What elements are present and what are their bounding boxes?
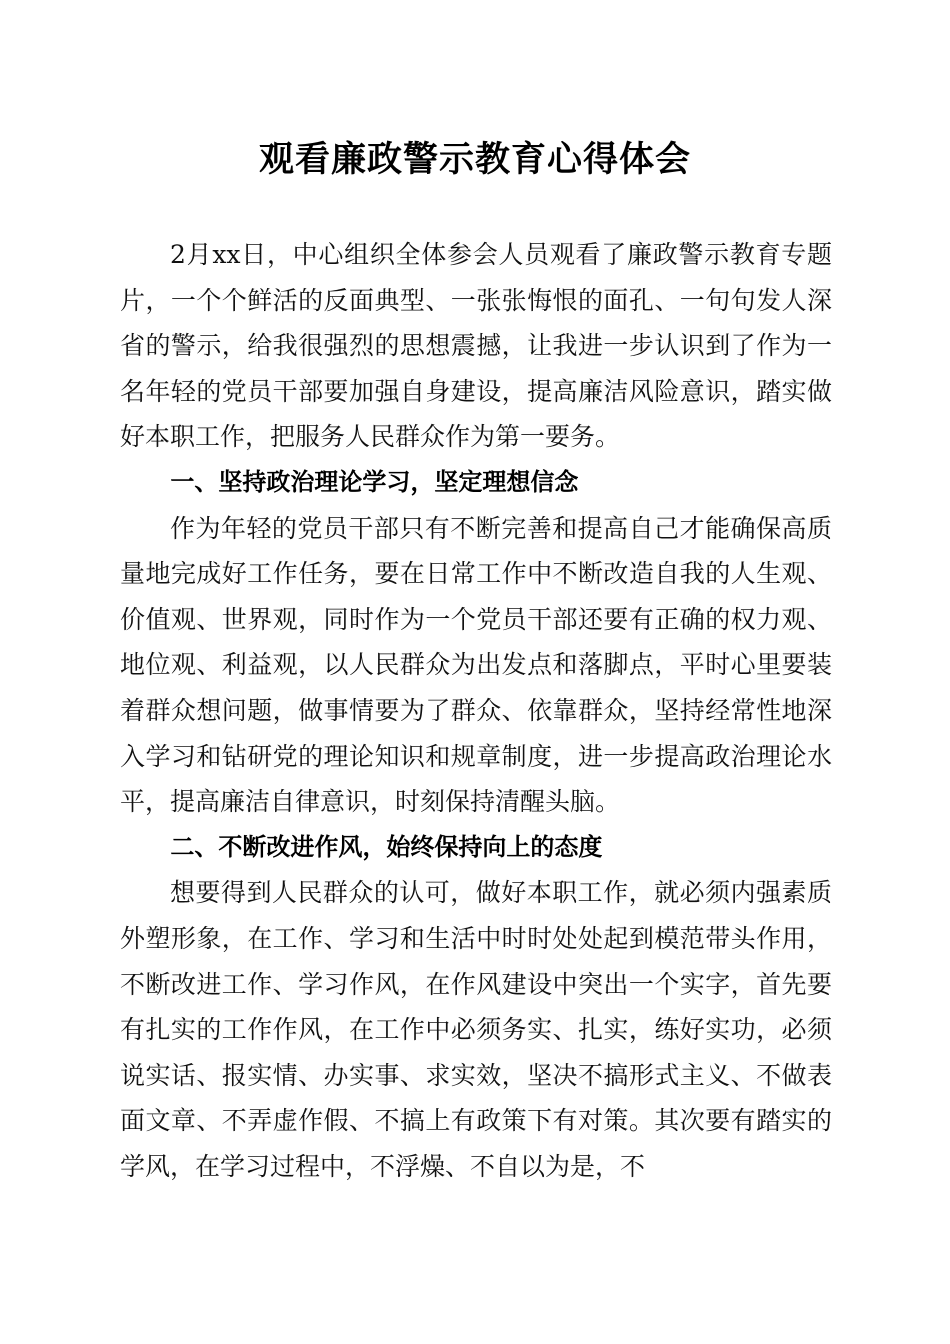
section-paragraph-1: 作为年轻的党员干部只有不断完善和提高自己才能确保高质量地完成好工作任务，要在日常工作中不断改造自我的人生观、价值观、世界观，同时作为一个党员干部还要有正确的权力观、地位观、利益观，以人民群众为出发点和落脚点，平时心里要装着群众想问题，做事情要为了群众、依靠群众，坚持经常性地深入学习和钻研党的理论知识和规章制度，进一步提高政治理论水平，提高廉洁自律意识，时刻保持清醒头脑。 xyxy=(120,513,832,817)
section-paragraph-2: 想要得到人民群众的认可，做好本职工作，就必须内强素质外塑形象，在工作、学习和生活中时时处处起到模范带头作用，不断改进工作、学习作风，在作风建设中突出一个实字，首先要有扎实的工作作风，在工作中必须务实、扎实，练好实功，必须说实话、报实情、办实事、求实效，坚决不搞形式主义、不做表面文章、不弄虚作假、不搞上有政策下有对策。其次要有踏实的学风，在学习过程中，不浮燥、不自以为是，不 xyxy=(120,878,832,1181)
section-heading-1: 一、坚持政治理论学习，坚定理想信念 xyxy=(170,467,579,496)
intro-paragraph: 2月xx日，中心组织全体参会人员观看了廉政警示教育专题片，一个个鲜活的反面典型、一张张悔恨的面孔、一句句发人深省的警示，给我很强烈的思想震撼，让我进一步认识到了作为一名年轻的党员干部要加强自身建设，提高廉洁风险意识，踏实做好本职工作，把服务人民群众作为第一要务。 xyxy=(120,240,832,452)
document-body xyxy=(120,232,832,1189)
document-title: 观看廉政警示教育心得体会 xyxy=(258,139,691,180)
section-heading-2: 二、不断改进作风，始终保持向上的态度 xyxy=(170,832,603,861)
